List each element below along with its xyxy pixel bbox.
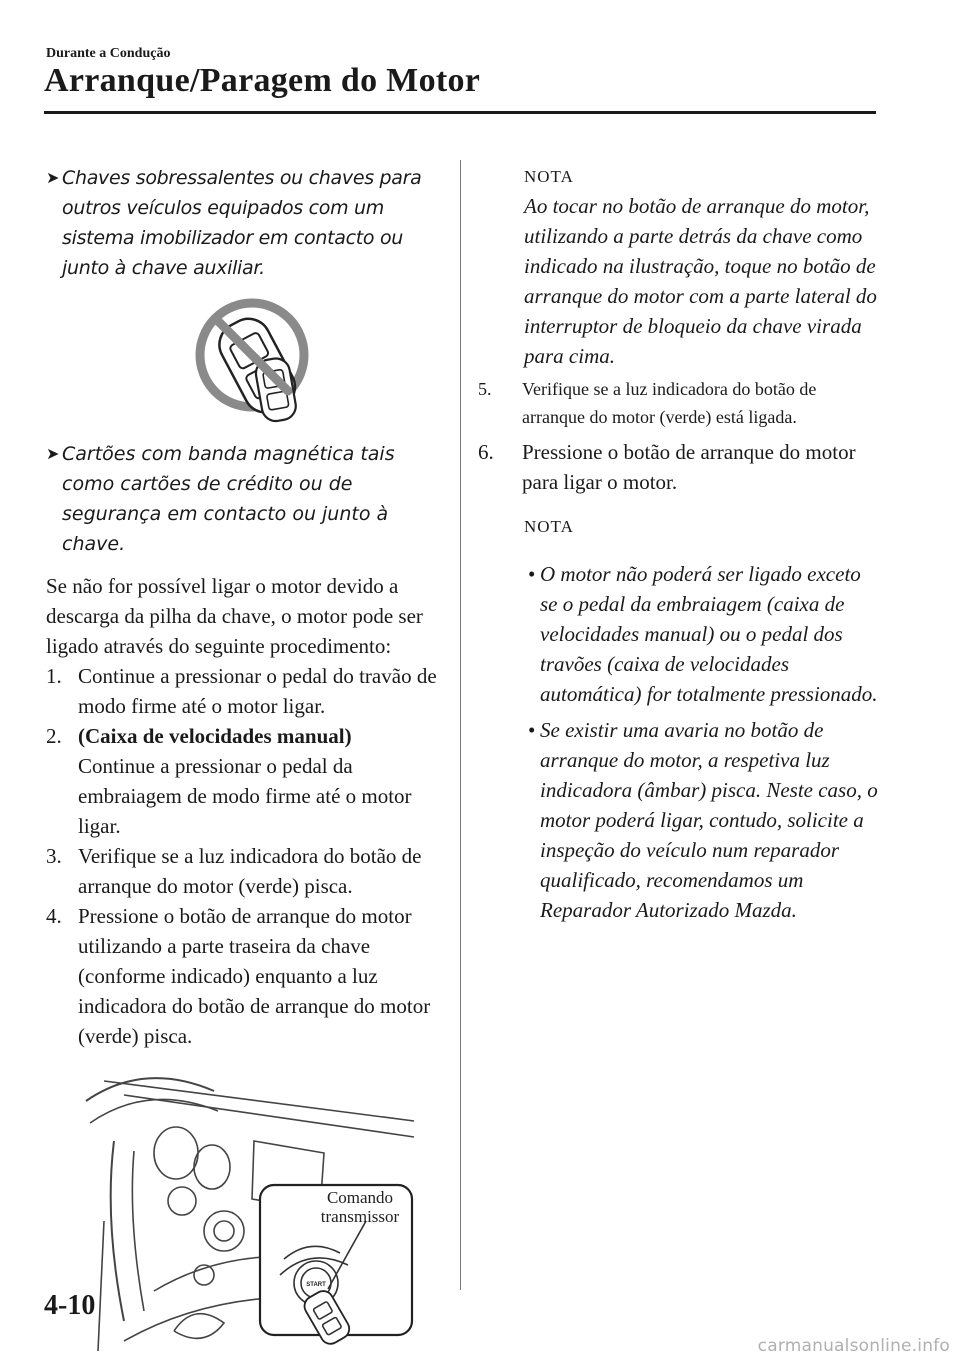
bullet-text: O motor não poderá ser ligado exceto se o pedal da embraiagem (caixa de velocidades manual) ou o pedal dos travões (caixa de velocidades automática) for totalmente pressionado. — [540, 562, 878, 706]
step-heading: (Caixa de velocidades manual) — [78, 724, 352, 748]
page-number: 4-10 — [44, 1290, 96, 1321]
arrow-icon: ➤ — [46, 444, 60, 463]
caution-text: Chaves sobressalentes ou chaves para outros veículos equipados com um sistema imobilizador em contacto ou junto à chave auxiliar. — [62, 167, 422, 279]
step-text: Verifique se a luz indicadora do botão de arranque do motor (verde) está ligada. — [522, 379, 817, 427]
caution-item — [46, 163, 441, 283]
step-text: Continue a pressionar o pedal do travão de modo firme até o motor ligar. — [78, 664, 437, 718]
step-number: 1. — [46, 664, 62, 688]
bullet-icon: • — [528, 562, 536, 586]
step-item — [46, 661, 441, 721]
right-column — [478, 163, 878, 925]
column-divider — [460, 160, 461, 1290]
page-title: Arranque/Paragem do Motor — [44, 62, 481, 99]
caution-item — [46, 439, 441, 559]
step-item — [46, 841, 441, 901]
caution-text: Cartões com banda magnética tais como cartões de crédito ou de segurança em contacto ou junto à chave. — [62, 443, 395, 555]
intro-paragraph: Se não for possível ligar o motor devido a descarga da pilha da chave, o motor pode ser ligado através do seguinte procedimento: — [46, 574, 423, 658]
callout-label-line1: Comando — [326, 1188, 394, 1207]
prohibited-key-illustration — [194, 297, 324, 425]
left-column — [46, 163, 441, 1351]
step-number: 3. — [46, 844, 62, 868]
step-item — [478, 375, 878, 431]
note-bullet — [478, 715, 878, 925]
step-number: 6. — [478, 440, 494, 464]
nota-label: NOTA — [524, 167, 574, 186]
nota-label: NOTA — [524, 517, 574, 536]
dashboard-illustration — [84, 1061, 424, 1351]
watermark: carmanualsonline.info — [757, 1336, 950, 1356]
header-rule — [44, 111, 876, 114]
step-item — [46, 721, 441, 841]
step-text: Verifique se a luz indicadora do botão de arranque do motor (verde) pisca. — [78, 844, 422, 898]
arrow-icon: ➤ — [46, 168, 60, 187]
start-label: START — [306, 1282, 326, 1288]
bullet-icon: • — [528, 718, 536, 742]
step-number: 2. — [46, 724, 62, 748]
step-item — [478, 437, 878, 497]
step-number: 4. — [46, 904, 62, 928]
nota-text: Ao tocar no botão de arranque do motor, utilizando a parte detrás da chave como indicado na ilustração, toque no botão de arranque do motor com a parte lateral do interruptor de bloqueio da chave virada para cima. — [524, 194, 877, 368]
callout-label-line2: transmissor — [320, 1207, 400, 1226]
step-text: Pressione o botão de arranque do motor para ligar o motor. — [522, 440, 856, 494]
bullet-text: Se existir uma avaria no botão de arranque do motor, a respetiva luz indicadora (âmbar) pisca. Neste caso, o motor poderá ligar, contudo, solicite a inspeção do veículo num reparador qualificado, recomendamos um Reparador Autorizado Mazda. — [540, 718, 878, 922]
note-bullet — [478, 559, 878, 709]
step-item — [46, 901, 441, 1051]
section-label: Durante a Condução — [46, 46, 171, 61]
step-number: 5. — [478, 379, 492, 399]
step-text: Pressione o botão de arranque do motor utilizando a parte traseira da chave (conforme indicado) enquanto a luz indicadora do botão de arranque do motor (verde) pisca. — [78, 904, 431, 1048]
step-text: Continue a pressionar o pedal da embraiagem de modo firme até o motor ligar. — [78, 754, 412, 838]
